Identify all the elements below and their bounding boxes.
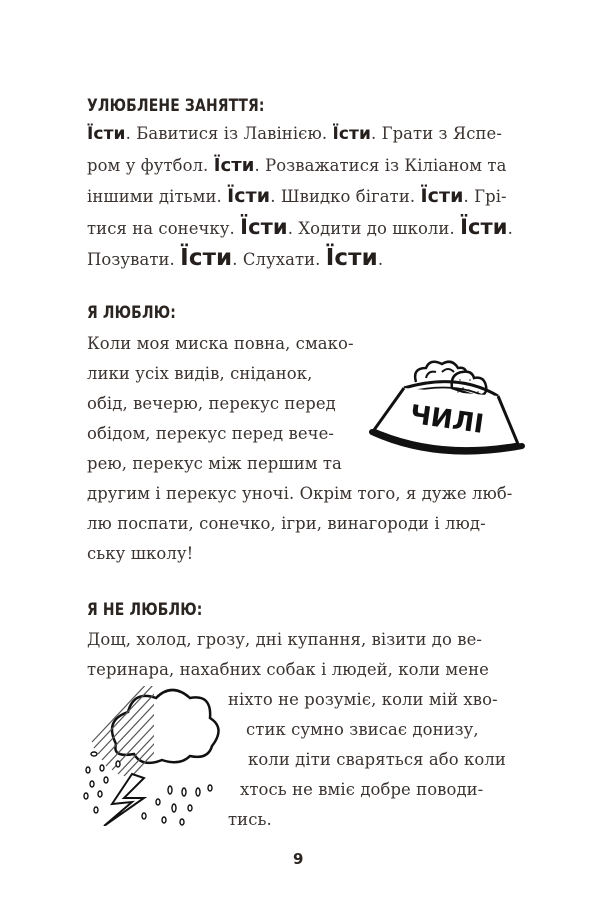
eat-word: Їсти — [227, 185, 271, 207]
favorite-activity-heading: УЛЮБЛЕНЕ ЗАНЯТТЯ: — [87, 96, 265, 116]
i-love-line: рею, перекус між першим та — [87, 454, 342, 473]
i-love-line: Коли моя миска повна, смако- — [87, 334, 354, 353]
eat-word: Їсти — [87, 124, 126, 144]
dog-bowl-icon — [368, 348, 528, 460]
i-love-line: другим і перекус уночі. Окрім того, я дуже люб- — [87, 484, 513, 503]
eat-word: Їсти — [180, 245, 233, 271]
i-dislike-heading: Я НЕ ЛЮБЛЮ: — [87, 600, 203, 620]
i-dislike-line: теринара, нахабних собак і людей, коли мене — [87, 660, 489, 679]
storm-cloud-illustration — [82, 686, 232, 826]
favorite-activity-line-5: Позувати. Їсти. Слухати. Їсти. — [87, 245, 384, 271]
favorite-activity-line-2: ром у футбол. Їсти. Розважатися із Кіліаном та — [87, 155, 507, 176]
page-number: 9 — [293, 850, 304, 868]
favorite-activity-line-4: тися на сонечку. Їсти. Ходити до школи. Їсти. — [87, 215, 513, 239]
i-dislike-line: Дощ, холод, грозу, дні купання, візити до ве- — [87, 630, 483, 649]
i-love-line: ську школу! — [87, 544, 194, 563]
i-love-line: лики усіх видів, сніданок, — [87, 364, 313, 383]
i-love-line: обід, вечерю, перекус перед — [87, 394, 336, 413]
eat-word: Їсти — [213, 155, 255, 176]
eat-word: Їсти — [240, 215, 288, 239]
i-love-line: обідом, перекус перед вече- — [87, 424, 335, 443]
eat-word: Їсти — [332, 124, 372, 144]
eat-word: Їсти — [420, 185, 464, 207]
dog-bowl-illustration — [368, 348, 528, 460]
i-love-line: лю поспати, сонечко, ігри, винагороди і люд- — [87, 514, 486, 533]
favorite-activity-line-3: іншими дітьми. Їсти. Швидко бігати. Їсти. Грі- — [87, 185, 507, 207]
favorite-activity-line-1: Їсти. Бавитися із Лавінією. Їсти. Грати з Яспе- — [87, 124, 502, 144]
eat-word: Їсти — [325, 245, 378, 271]
i-dislike-line: хтось не вміє добре поводи- — [240, 780, 484, 799]
storm-cloud-icon — [82, 686, 232, 826]
i-dislike-line: стик сумно звисає донизу, — [246, 720, 479, 739]
i-dislike-line: коли діти сваряться або коли — [248, 750, 506, 769]
eat-word: Їсти — [460, 215, 508, 239]
i-dislike-line: ніхто не розуміє, коли мій хво- — [228, 690, 498, 709]
svg-text:ЧИЛІ: ЧИЛІ — [408, 399, 486, 440]
i-love-heading: Я ЛЮБЛЮ: — [87, 303, 176, 323]
i-dislike-line: тись. — [228, 810, 272, 829]
